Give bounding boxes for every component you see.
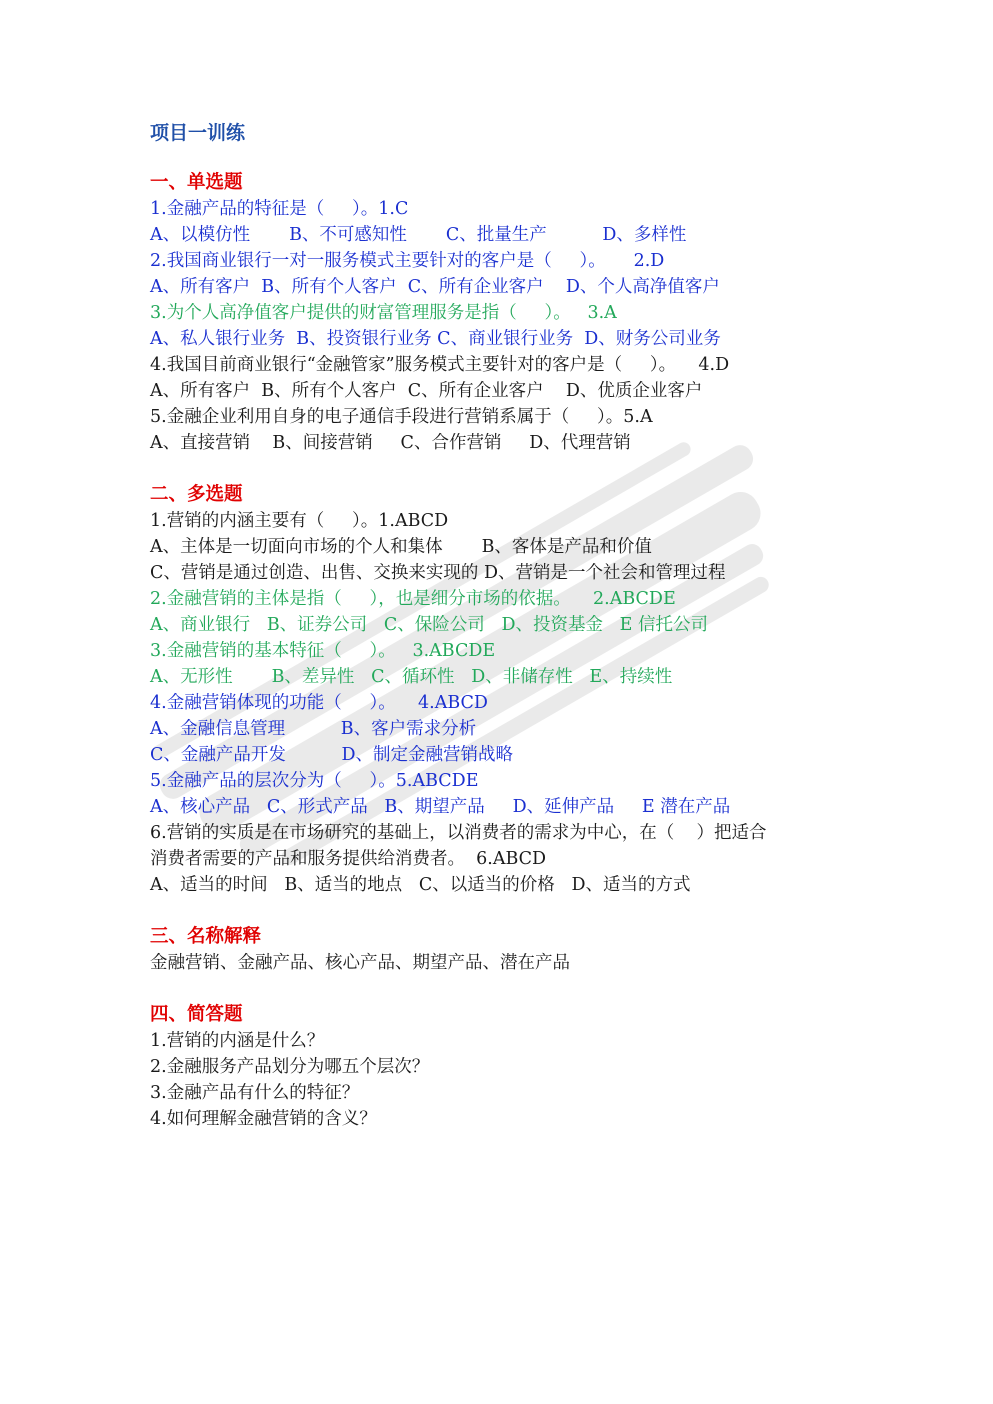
question-line: 6.营销的实质是在市场研究的基础上，以消费者的需求为中心，在（ ）把适合 (150, 823, 767, 843)
section-heading-single-choice: 一、单选题 (150, 172, 243, 193)
section-heading-term-definition: 三、名称解释 (150, 926, 262, 947)
options-line: A、所有客户 B、所有个人客户 C、所有企业客户 D、优质企业客户 (150, 381, 703, 401)
terms-line: 金融营销、金融产品、核心产品、期望产品、潜在产品 (150, 953, 570, 973)
options-line: A、直接营销 B、间接营销 C、合作营销 D、代理营销 (150, 433, 631, 453)
section-heading-short-answer: 四、简答题 (150, 1004, 243, 1025)
options-line: A、金融信息管理 B、客户需求分析 (150, 719, 477, 739)
question-line: 3.为个人高净值客户提供的财富管理服务是指（ ）。 3.A (150, 303, 617, 323)
page-title: 项目一训练 (150, 122, 246, 144)
options-line: A、私人银行业务 B、投资银行业务 C、商业银行业务 D、财务公司业务 (150, 329, 721, 349)
options-line: C、营销是通过创造、出售、交换来实现的 D、营销是一个社会和管理过程 (150, 563, 726, 583)
question-line: 5.金融企业利用自身的电子通信手段进行营销系属于（ ）。5.A (150, 407, 653, 427)
options-line: A、核心产品 C、形式产品 B、期望产品 D、延伸产品 E 潜在产品 (150, 797, 731, 817)
options-line: A、以模仿性 B、不可感知性 C、批量生产 D、多样性 (150, 225, 687, 245)
document-body (150, 118, 870, 1132)
section-heading-multiple-choice: 二、多选题 (150, 484, 243, 505)
short-answer-question: 4.如何理解金融营销的含义？ (150, 1109, 377, 1129)
question-line: 1.金融产品的特征是（ ）。1.C (150, 199, 409, 219)
question-line: 1.营销的内涵主要有（ ）。1.ABCD (150, 511, 449, 531)
options-line: A、商业银行 B、证券公司 C、保险公司 D、投资基金 E 信托公司 (150, 615, 709, 635)
options-line: C、金融产品开发 D、制定金融营销战略 (150, 745, 514, 765)
options-line: A、主体是一切面向市场的个人和集体 B、客体是产品和价值 (150, 537, 652, 557)
question-line: 4.金融营销体现的功能（ ）。 4.ABCD (150, 693, 488, 713)
question-line: 2.我国商业银行一对一服务模式主要针对的客户是（ ）。 2.D (150, 251, 665, 271)
options-line: A、所有客户 B、所有个人客户 C、所有企业客户 D、个人高净值客户 (150, 277, 720, 297)
short-answer-question: 1.营销的内涵是什么？ (150, 1031, 325, 1051)
short-answer-question: 2.金融服务产品划分为哪五个层次？ (150, 1057, 430, 1077)
question-line: 3.金融营销的基本特征（ ）。 3.ABCDE (150, 641, 496, 661)
options-line: A、适当的时间 B、适当的地点 C、以适当的价格 D、适当的方式 (150, 875, 691, 895)
options-line: A、无形性 B、差异性 C、循环性 D、非储存性 E、持续性 (150, 667, 673, 687)
question-line: 2.金融营销的主体是指（ ），也是细分市场的依据。 2.ABCDE (150, 589, 676, 609)
question-line: 4.我国目前商业银行“金融管家”服务模式主要针对的客户是（ ）。 4.D (150, 355, 730, 375)
short-answer-question: 3.金融产品有什么的特征？ (150, 1083, 360, 1103)
question-line: 5.金融产品的层次分为（ ）。5.ABCDE (150, 771, 479, 791)
question-line-continued: 消费者需要的产品和服务提供给消费者。 6.ABCD (150, 849, 547, 869)
